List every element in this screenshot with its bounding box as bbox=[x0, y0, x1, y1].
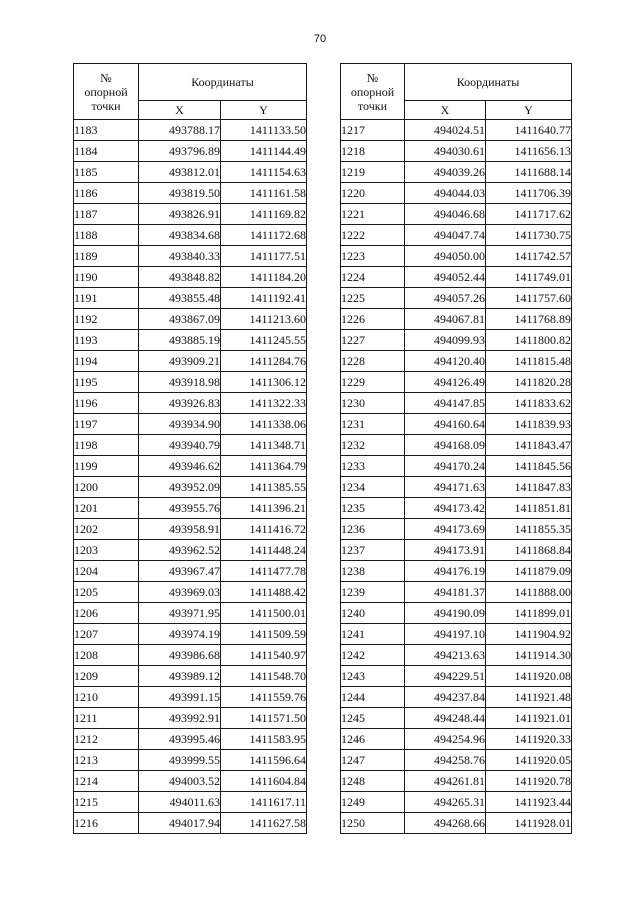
y-coordinate-cell: 1411868.84 bbox=[486, 540, 572, 561]
y-coordinate-cell: 1411306.12 bbox=[221, 372, 307, 393]
x-coordinate-cell: 494120.40 bbox=[405, 351, 486, 372]
y-coordinate-cell: 1411617.11 bbox=[221, 792, 307, 813]
x-coordinate-cell: 494213.63 bbox=[405, 645, 486, 666]
y-coordinate-cell: 1411627.58 bbox=[221, 813, 307, 834]
y-coordinate-cell: 1411847.83 bbox=[486, 477, 572, 498]
y-coordinate-cell: 1411768.89 bbox=[486, 309, 572, 330]
table-row bbox=[74, 204, 307, 225]
point-number-header bbox=[74, 64, 139, 120]
table-row bbox=[341, 687, 572, 708]
y-coordinate-cell: 1411583.95 bbox=[221, 729, 307, 750]
coordinates-table-left bbox=[73, 63, 307, 834]
y-coordinate-cell: 1411604.84 bbox=[221, 771, 307, 792]
table-row bbox=[341, 162, 572, 183]
table-row bbox=[74, 729, 307, 750]
point-number-cell: 1186 bbox=[74, 183, 139, 204]
point-number-cell: 1220 bbox=[341, 183, 405, 204]
x-coordinate-cell: 494254.96 bbox=[405, 729, 486, 750]
point-number-cell: 1242 bbox=[341, 645, 405, 666]
y-coordinate-cell: 1411920.08 bbox=[486, 666, 572, 687]
y-coordinate-cell: 1411815.48 bbox=[486, 351, 572, 372]
table-row bbox=[341, 813, 572, 834]
table-row bbox=[341, 435, 572, 456]
table-row bbox=[74, 435, 307, 456]
point-number-cell: 1215 bbox=[74, 792, 139, 813]
point-number-header bbox=[341, 64, 405, 120]
point-number-cell: 1234 bbox=[341, 477, 405, 498]
point-number-cell: 1212 bbox=[74, 729, 139, 750]
y-coordinate-cell: 1411571.50 bbox=[221, 708, 307, 729]
point-number-cell: 1224 bbox=[341, 267, 405, 288]
y-header: Y bbox=[221, 101, 307, 120]
table-row bbox=[341, 792, 572, 813]
table-row bbox=[74, 267, 307, 288]
x-coordinate-cell: 494067.81 bbox=[405, 309, 486, 330]
table-row bbox=[341, 288, 572, 309]
x-coordinate-cell: 493855.48 bbox=[139, 288, 221, 309]
x-coordinate-cell: 493812.01 bbox=[139, 162, 221, 183]
x-coordinate-cell: 494261.81 bbox=[405, 771, 486, 792]
x-coordinate-cell: 494181.37 bbox=[405, 582, 486, 603]
x-coordinate-cell: 494003.52 bbox=[139, 771, 221, 792]
x-coordinate-cell: 493826.91 bbox=[139, 204, 221, 225]
table-row bbox=[74, 141, 307, 162]
x-coordinate-cell: 494030.61 bbox=[405, 141, 486, 162]
x-coordinate-cell: 493834.68 bbox=[139, 225, 221, 246]
point-number-cell: 1239 bbox=[341, 582, 405, 603]
x-coordinate-cell: 494052.44 bbox=[405, 267, 486, 288]
point-number-cell: 1200 bbox=[74, 477, 139, 498]
point-number-cell: 1202 bbox=[74, 519, 139, 540]
table-row bbox=[341, 330, 572, 351]
y-coordinate-cell: 1411477.78 bbox=[221, 561, 307, 582]
point-number-cell: 1189 bbox=[74, 246, 139, 267]
point-number-word-1: опорной bbox=[84, 84, 128, 99]
y-coordinate-cell: 1411396.21 bbox=[221, 498, 307, 519]
table-row bbox=[74, 183, 307, 204]
x-coordinate-cell: 494173.91 bbox=[405, 540, 486, 561]
x-coordinate-cell: 494176.19 bbox=[405, 561, 486, 582]
table-row bbox=[341, 225, 572, 246]
x-coordinate-cell: 493918.98 bbox=[139, 372, 221, 393]
x-coordinate-cell: 493946.62 bbox=[139, 456, 221, 477]
x-coordinate-cell: 494268.66 bbox=[405, 813, 486, 834]
x-header: X bbox=[139, 101, 221, 120]
point-number-cell: 1245 bbox=[341, 708, 405, 729]
point-number-cell: 1248 bbox=[341, 771, 405, 792]
y-coordinate-cell: 1411172.68 bbox=[221, 225, 307, 246]
point-number-cell: 1221 bbox=[341, 204, 405, 225]
x-coordinate-cell: 493788.17 bbox=[139, 120, 221, 141]
x-coordinate-cell: 493967.47 bbox=[139, 561, 221, 582]
x-coordinate-cell: 494190.09 bbox=[405, 603, 486, 624]
table-row bbox=[74, 792, 307, 813]
table-row bbox=[74, 708, 307, 729]
x-coordinate-cell: 493969.03 bbox=[139, 582, 221, 603]
point-number-word-1: опорной bbox=[350, 84, 395, 99]
point-number-cell: 1194 bbox=[74, 351, 139, 372]
table-row bbox=[341, 120, 572, 141]
y-coordinate-cell: 1411820.28 bbox=[486, 372, 572, 393]
y-coordinate-cell: 1411920.05 bbox=[486, 750, 572, 771]
x-coordinate-cell: 494265.31 bbox=[405, 792, 486, 813]
point-number-cell: 1210 bbox=[74, 687, 139, 708]
x-coordinate-cell: 493796.89 bbox=[139, 141, 221, 162]
table-row bbox=[74, 519, 307, 540]
x-coordinate-cell: 494237.84 bbox=[405, 687, 486, 708]
point-number-cell: 1187 bbox=[74, 204, 139, 225]
table-row bbox=[341, 561, 572, 582]
point-number-cell: 1219 bbox=[341, 162, 405, 183]
y-coordinate-cell: 1411154.63 bbox=[221, 162, 307, 183]
y-coordinate-cell: 1411500.01 bbox=[221, 603, 307, 624]
y-coordinate-cell: 1411730.75 bbox=[486, 225, 572, 246]
point-number-cell: 1222 bbox=[341, 225, 405, 246]
x-coordinate-cell: 493940.79 bbox=[139, 435, 221, 456]
point-number-cell: 1214 bbox=[74, 771, 139, 792]
point-number-cell: 1237 bbox=[341, 540, 405, 561]
point-number-cell: 1236 bbox=[341, 519, 405, 540]
y-coordinate-cell: 1411509.59 bbox=[221, 624, 307, 645]
y-coordinate-cell: 1411839.93 bbox=[486, 414, 572, 435]
y-coordinate-cell: 1411322.33 bbox=[221, 393, 307, 414]
table-row bbox=[74, 603, 307, 624]
table-row bbox=[341, 582, 572, 603]
table-row bbox=[74, 540, 307, 561]
point-number-cell: 1218 bbox=[341, 141, 405, 162]
point-number-cell: 1229 bbox=[341, 372, 405, 393]
x-coordinate-cell: 493989.12 bbox=[139, 666, 221, 687]
y-coordinate-cell: 1411169.82 bbox=[221, 204, 307, 225]
point-number-cell: 1197 bbox=[74, 414, 139, 435]
x-coordinate-cell: 494173.69 bbox=[405, 519, 486, 540]
x-coordinate-cell: 493952.09 bbox=[139, 477, 221, 498]
table-row bbox=[341, 267, 572, 288]
point-number-cell: 1191 bbox=[74, 288, 139, 309]
table-row bbox=[341, 603, 572, 624]
point-number-cell: 1233 bbox=[341, 456, 405, 477]
y-coordinate-cell: 1411488.42 bbox=[221, 582, 307, 603]
y-coordinate-cell: 1411851.81 bbox=[486, 498, 572, 519]
point-number-cell: 1208 bbox=[74, 645, 139, 666]
point-number-cell: 1225 bbox=[341, 288, 405, 309]
x-coordinate-cell: 494171.63 bbox=[405, 477, 486, 498]
y-coordinate-cell: 1411717.62 bbox=[486, 204, 572, 225]
table-row bbox=[74, 246, 307, 267]
x-coordinate-cell: 493840.33 bbox=[139, 246, 221, 267]
point-number-cell: 1198 bbox=[74, 435, 139, 456]
table-row bbox=[74, 330, 307, 351]
table-row bbox=[341, 498, 572, 519]
y-coordinate-cell: 1411348.71 bbox=[221, 435, 307, 456]
y-coordinate-cell: 1411757.60 bbox=[486, 288, 572, 309]
y-coordinate-cell: 1411921.01 bbox=[486, 708, 572, 729]
y-coordinate-cell: 1411706.39 bbox=[486, 183, 572, 204]
table-row bbox=[74, 687, 307, 708]
table-row bbox=[341, 477, 572, 498]
point-number-cell: 1209 bbox=[74, 666, 139, 687]
table-row bbox=[341, 204, 572, 225]
x-coordinate-cell: 493867.09 bbox=[139, 309, 221, 330]
point-number-cell: 1246 bbox=[341, 729, 405, 750]
x-coordinate-cell: 493995.46 bbox=[139, 729, 221, 750]
y-coordinate-cell: 1411920.33 bbox=[486, 729, 572, 750]
table-row bbox=[74, 414, 307, 435]
x-coordinate-cell: 494248.44 bbox=[405, 708, 486, 729]
point-number-word-2: точки bbox=[91, 98, 121, 113]
y-coordinate-cell: 1411540.97 bbox=[221, 645, 307, 666]
table-row bbox=[74, 162, 307, 183]
table-row bbox=[341, 645, 572, 666]
point-number-cell: 1196 bbox=[74, 393, 139, 414]
table-row bbox=[341, 624, 572, 645]
point-number-sign: № bbox=[366, 70, 379, 85]
point-number-cell: 1240 bbox=[341, 603, 405, 624]
point-number-cell: 1244 bbox=[341, 687, 405, 708]
point-number-cell: 1203 bbox=[74, 540, 139, 561]
table-row bbox=[341, 141, 572, 162]
x-coordinate-cell: 493962.52 bbox=[139, 540, 221, 561]
y-coordinate-cell: 1411833.62 bbox=[486, 393, 572, 414]
x-coordinate-cell: 493958.91 bbox=[139, 519, 221, 540]
page-number: 70 bbox=[313, 33, 327, 45]
y-coordinate-cell: 1411338.06 bbox=[221, 414, 307, 435]
y-coordinate-cell: 1411656.13 bbox=[486, 141, 572, 162]
x-coordinate-cell: 493992.91 bbox=[139, 708, 221, 729]
table-row bbox=[74, 771, 307, 792]
point-number-cell: 1205 bbox=[74, 582, 139, 603]
x-coordinate-cell: 494170.24 bbox=[405, 456, 486, 477]
coordinates-header: Координаты bbox=[139, 64, 307, 101]
x-coordinate-cell: 494046.68 bbox=[405, 204, 486, 225]
y-coordinate-cell: 1411879.09 bbox=[486, 561, 572, 582]
point-number-cell: 1247 bbox=[341, 750, 405, 771]
x-coordinate-cell: 493909.21 bbox=[139, 351, 221, 372]
x-coordinate-cell: 494017.94 bbox=[139, 813, 221, 834]
table-row bbox=[74, 561, 307, 582]
x-coordinate-cell: 494047.74 bbox=[405, 225, 486, 246]
table-row bbox=[74, 750, 307, 771]
table-row bbox=[74, 624, 307, 645]
table-row bbox=[341, 729, 572, 750]
y-coordinate-cell: 1411184.20 bbox=[221, 267, 307, 288]
point-number-cell: 1192 bbox=[74, 309, 139, 330]
x-coordinate-cell: 493848.82 bbox=[139, 267, 221, 288]
y-coordinate-cell: 1411448.24 bbox=[221, 540, 307, 561]
x-coordinate-cell: 494229.51 bbox=[405, 666, 486, 687]
table-row bbox=[341, 456, 572, 477]
table-row bbox=[341, 414, 572, 435]
x-coordinate-cell: 494173.42 bbox=[405, 498, 486, 519]
table-row bbox=[341, 771, 572, 792]
y-coordinate-cell: 1411213.60 bbox=[221, 309, 307, 330]
point-number-cell: 1211 bbox=[74, 708, 139, 729]
y-coordinate-cell: 1411688.14 bbox=[486, 162, 572, 183]
y-coordinate-cell: 1411385.55 bbox=[221, 477, 307, 498]
y-coordinate-cell: 1411640.77 bbox=[486, 120, 572, 141]
table-row bbox=[74, 225, 307, 246]
x-coordinate-cell: 493934.90 bbox=[139, 414, 221, 435]
x-coordinate-cell: 493926.83 bbox=[139, 393, 221, 414]
point-number-cell: 1199 bbox=[74, 456, 139, 477]
point-number-cell: 1249 bbox=[341, 792, 405, 813]
x-coordinate-cell: 494258.76 bbox=[405, 750, 486, 771]
y-coordinate-cell: 1411133.50 bbox=[221, 120, 307, 141]
point-number-cell: 1223 bbox=[341, 246, 405, 267]
y-coordinate-cell: 1411548.70 bbox=[221, 666, 307, 687]
table-row bbox=[74, 288, 307, 309]
point-number-cell: 1213 bbox=[74, 750, 139, 771]
x-coordinate-cell: 493971.95 bbox=[139, 603, 221, 624]
x-coordinate-cell: 494050.00 bbox=[405, 246, 486, 267]
point-number-cell: 1243 bbox=[341, 666, 405, 687]
x-coordinate-cell: 494160.64 bbox=[405, 414, 486, 435]
y-coordinate-cell: 1411855.35 bbox=[486, 519, 572, 540]
x-header: X bbox=[405, 101, 486, 120]
x-coordinate-cell: 493986.68 bbox=[139, 645, 221, 666]
table-row bbox=[74, 645, 307, 666]
y-coordinate-cell: 1411416.72 bbox=[221, 519, 307, 540]
x-coordinate-cell: 494099.93 bbox=[405, 330, 486, 351]
point-number-cell: 1183 bbox=[74, 120, 139, 141]
point-number-cell: 1231 bbox=[341, 414, 405, 435]
y-coordinate-cell: 1411245.55 bbox=[221, 330, 307, 351]
table-row bbox=[341, 372, 572, 393]
table-row bbox=[74, 393, 307, 414]
table-row bbox=[341, 246, 572, 267]
x-coordinate-cell: 494197.10 bbox=[405, 624, 486, 645]
point-number-cell: 1188 bbox=[74, 225, 139, 246]
table-row bbox=[341, 708, 572, 729]
y-coordinate-cell: 1411800.82 bbox=[486, 330, 572, 351]
x-coordinate-cell: 494011.63 bbox=[139, 792, 221, 813]
y-coordinate-cell: 1411843.47 bbox=[486, 435, 572, 456]
y-coordinate-cell: 1411899.01 bbox=[486, 603, 572, 624]
table-row bbox=[341, 183, 572, 204]
y-coordinate-cell: 1411749.01 bbox=[486, 267, 572, 288]
table-row bbox=[341, 540, 572, 561]
point-number-cell: 1241 bbox=[341, 624, 405, 645]
point-number-cell: 1195 bbox=[74, 372, 139, 393]
point-number-cell: 1185 bbox=[74, 162, 139, 183]
point-number-word-2: точки bbox=[357, 98, 388, 113]
y-coordinate-cell: 1411921.48 bbox=[486, 687, 572, 708]
y-coordinate-cell: 1411742.57 bbox=[486, 246, 572, 267]
table-row bbox=[74, 498, 307, 519]
point-number-cell: 1235 bbox=[341, 498, 405, 519]
table-row bbox=[74, 456, 307, 477]
table-row bbox=[74, 477, 307, 498]
coordinates-table-right bbox=[340, 63, 572, 834]
x-coordinate-cell: 494168.09 bbox=[405, 435, 486, 456]
x-coordinate-cell: 493991.15 bbox=[139, 687, 221, 708]
table-row bbox=[74, 582, 307, 603]
table-row bbox=[341, 519, 572, 540]
coordinates-header: Координаты bbox=[405, 64, 572, 101]
y-coordinate-cell: 1411284.76 bbox=[221, 351, 307, 372]
point-number-cell: 1238 bbox=[341, 561, 405, 582]
point-number-cell: 1201 bbox=[74, 498, 139, 519]
point-number-cell: 1217 bbox=[341, 120, 405, 141]
x-coordinate-cell: 493999.55 bbox=[139, 750, 221, 771]
x-coordinate-cell: 494147.85 bbox=[405, 393, 486, 414]
y-coordinate-cell: 1411928.01 bbox=[486, 813, 572, 834]
point-number-cell: 1226 bbox=[341, 309, 405, 330]
y-coordinate-cell: 1411914.30 bbox=[486, 645, 572, 666]
y-coordinate-cell: 1411177.51 bbox=[221, 246, 307, 267]
point-number-cell: 1190 bbox=[74, 267, 139, 288]
table-row bbox=[341, 666, 572, 687]
y-coordinate-cell: 1411888.00 bbox=[486, 582, 572, 603]
point-number-cell: 1250 bbox=[341, 813, 405, 834]
point-number-cell: 1216 bbox=[74, 813, 139, 834]
table-row bbox=[74, 813, 307, 834]
x-coordinate-cell: 493974.19 bbox=[139, 624, 221, 645]
point-number-cell: 1193 bbox=[74, 330, 139, 351]
table-row bbox=[74, 351, 307, 372]
point-number-cell: 1232 bbox=[341, 435, 405, 456]
x-coordinate-cell: 494039.26 bbox=[405, 162, 486, 183]
table-row bbox=[341, 351, 572, 372]
y-coordinate-cell: 1411192.41 bbox=[221, 288, 307, 309]
x-coordinate-cell: 493955.76 bbox=[139, 498, 221, 519]
point-number-cell: 1204 bbox=[74, 561, 139, 582]
x-coordinate-cell: 494126.49 bbox=[405, 372, 486, 393]
x-coordinate-cell: 494044.03 bbox=[405, 183, 486, 204]
point-number-cell: 1227 bbox=[341, 330, 405, 351]
point-number-cell: 1206 bbox=[74, 603, 139, 624]
y-coordinate-cell: 1411596.64 bbox=[221, 750, 307, 771]
x-coordinate-cell: 493819.50 bbox=[139, 183, 221, 204]
y-coordinate-cell: 1411144.49 bbox=[221, 141, 307, 162]
y-coordinate-cell: 1411845.56 bbox=[486, 456, 572, 477]
point-number-sign: № bbox=[100, 70, 112, 85]
table-row bbox=[74, 120, 307, 141]
x-coordinate-cell: 493885.19 bbox=[139, 330, 221, 351]
table-row bbox=[341, 750, 572, 771]
y-coordinate-cell: 1411923.44 bbox=[486, 792, 572, 813]
table-row bbox=[74, 666, 307, 687]
y-header: Y bbox=[486, 101, 572, 120]
y-coordinate-cell: 1411904.92 bbox=[486, 624, 572, 645]
point-number-cell: 1228 bbox=[341, 351, 405, 372]
point-number-cell: 1207 bbox=[74, 624, 139, 645]
table-row bbox=[74, 309, 307, 330]
y-coordinate-cell: 1411559.76 bbox=[221, 687, 307, 708]
x-coordinate-cell: 494024.51 bbox=[405, 120, 486, 141]
x-coordinate-cell: 494057.26 bbox=[405, 288, 486, 309]
point-number-cell: 1230 bbox=[341, 393, 405, 414]
table-row bbox=[74, 372, 307, 393]
y-coordinate-cell: 1411161.58 bbox=[221, 183, 307, 204]
point-number-cell: 1184 bbox=[74, 141, 139, 162]
table-row bbox=[341, 393, 572, 414]
table-row bbox=[341, 309, 572, 330]
y-coordinate-cell: 1411364.79 bbox=[221, 456, 307, 477]
y-coordinate-cell: 1411920.78 bbox=[486, 771, 572, 792]
